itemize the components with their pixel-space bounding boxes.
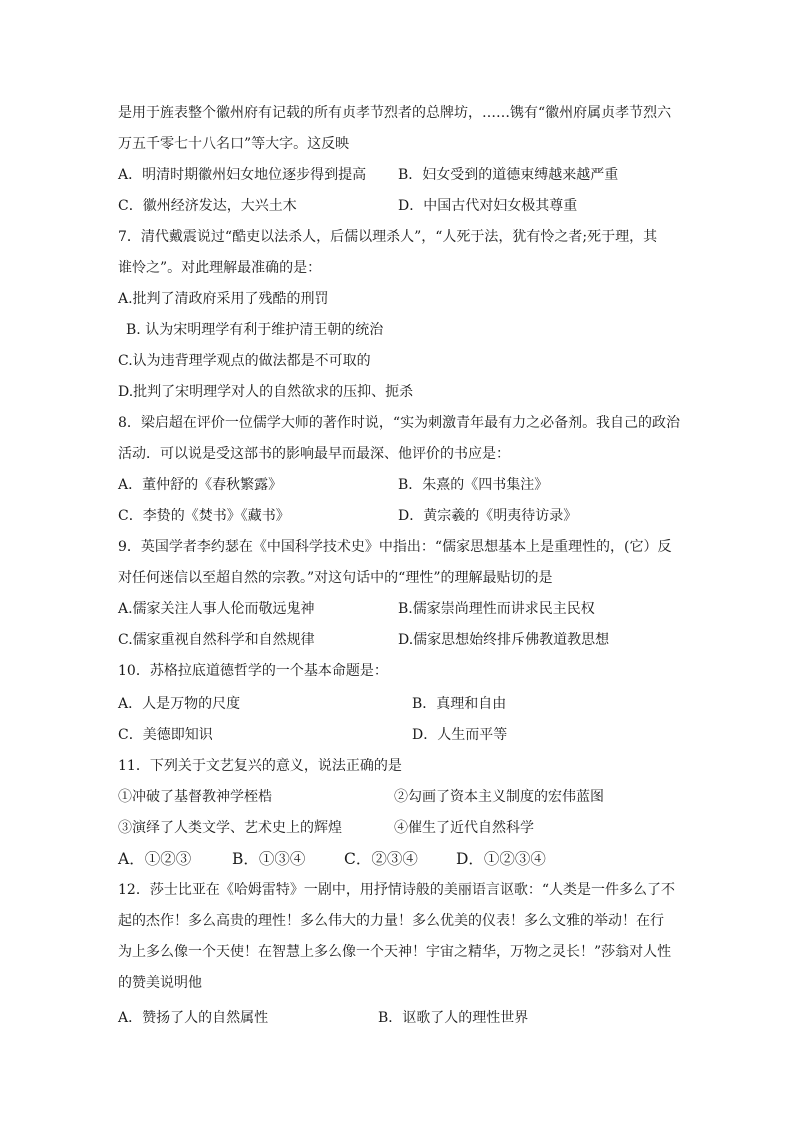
q12-stem-line-3: 为上多么像一个天使！在智慧上多么像一个天神！宇宙之精华，万物之灵长！”莎翁对人性	[118, 944, 672, 960]
q10-option-c: C．美德即知识	[118, 727, 213, 743]
q10-stem-line-1: 10．苏格拉底道德哲学的一个基本命题是：	[118, 663, 388, 679]
q11-stem-line-1: 11．下列关于文艺复兴的意义，说法正确的是	[118, 758, 402, 774]
q6-option-b: B．妇女受到的道德束缚越来越严重	[398, 167, 619, 183]
q12-option-b: B．讴歌了人的理性世界	[378, 1010, 529, 1026]
q12-stem-line-4: 的赞美说明他	[118, 975, 202, 991]
q11-item-1: ①冲破了基督教神学桎梏	[118, 789, 272, 805]
q10-option-a: A．人是万物的尺度	[118, 696, 241, 712]
q11-option-d: D．①②③④	[456, 850, 546, 868]
q6-option-d: D．中国古代对妇女极其尊重	[398, 198, 578, 214]
q7-option-a: A.批判了清政府采用了残酷的刑罚	[118, 291, 329, 307]
q11-option-a: A．①②③	[118, 850, 192, 868]
q8-stem-line-1: 8．梁启超在评价一位儒学大师的著作时说，“实为刺激青年最有力之必备剂。我自己的政治	[118, 415, 681, 431]
q12-option-a: A．赞扬了人的自然属性	[118, 1010, 269, 1026]
q8-option-b: B．朱熹的《四书集注》	[398, 477, 549, 493]
q7-stem-line-1: 7．清代戴震说过“酷吏以法杀人，后儒以理杀人”，“人死于法，犹有怜之者;死于理，其	[118, 229, 658, 245]
q9-option-b: B.儒家崇尚理性而讲求民主民权	[398, 601, 595, 617]
q11-option-b: B．①③④	[232, 850, 306, 868]
q8-option-c: C．李贽的《焚书》《藏书》	[118, 508, 290, 524]
q11-item-3: ③演绎了人类文学、艺术史上的辉煌	[118, 820, 342, 836]
q11-item-2: ②勾画了资本主义制度的宏伟蓝图	[394, 789, 604, 805]
q12-stem-line-1: 12．莎士比亚在《哈姆雷特》一剧中，用抒情诗般的美丽语言讴歌：“人类是一件多么了不	[118, 882, 675, 898]
q10-option-b: B．真理和自由	[412, 696, 507, 712]
q9-stem-line-2: 对任何迷信以至超自然的宗教。”对这句话中的“理性”的理解最贴切的是	[118, 570, 553, 586]
q8-option-a: A．董仲舒的《春秋繁露》	[118, 477, 283, 493]
q9-option-a: A.儒家关注人事人伦而敬远鬼神	[118, 601, 315, 617]
q7-option-c: C.认为违背理学观点的做法都是不可取的	[118, 353, 371, 369]
q11-option-c: C．②③④	[344, 850, 418, 868]
q7-stem-line-2: 谁怜之”。对此理解最准确的是：	[118, 260, 322, 276]
q12-stem-line-2: 起的杰作！多么高贵的理性！多么伟大的力量！多么优美的仪表！多么文雅的举动！在行	[118, 913, 664, 929]
q10-option-d: D．人生而平等	[412, 727, 508, 743]
q8-option-d: D．黄宗羲的《明夷待访录》	[398, 508, 578, 524]
q11-item-4: ④催生了近代自然科学	[394, 820, 534, 836]
q7-option-d: D.批判了宋明理学对人的自然欲求的压抑、扼杀	[118, 384, 414, 400]
q6-option-c: C．徽州经济发达，大兴土木	[118, 198, 297, 214]
q6-stem-line-1: 是用于旌表整个徽州府有记载的所有贞孝节烈者的总牌坊，……镌有“徽州府属贞孝节烈六	[118, 105, 672, 121]
q9-option-d: D.儒家思想始终排斥佛教道教思想	[398, 632, 610, 648]
q6-stem-line-2: 万五千零七十八名口”等大字。这反映	[118, 136, 350, 152]
q8-stem-line-2: 活动．可以说是受这部书的影响最早而最深、他评价的书应是：	[118, 446, 510, 462]
q7-option-b: B. 认为宋明理学有利于维护清王朝的统治	[126, 322, 384, 338]
q6-option-a: A．明清时期徽州妇女地位逐步得到提高	[118, 167, 367, 183]
q9-option-c: C.儒家重视自然科学和自然规律	[118, 632, 315, 648]
q9-stem-line-1: 9．英国学者李约瑟在《中国科学技术史》中指出：“儒家思想基本上是重理性的，(它）反	[118, 539, 672, 555]
